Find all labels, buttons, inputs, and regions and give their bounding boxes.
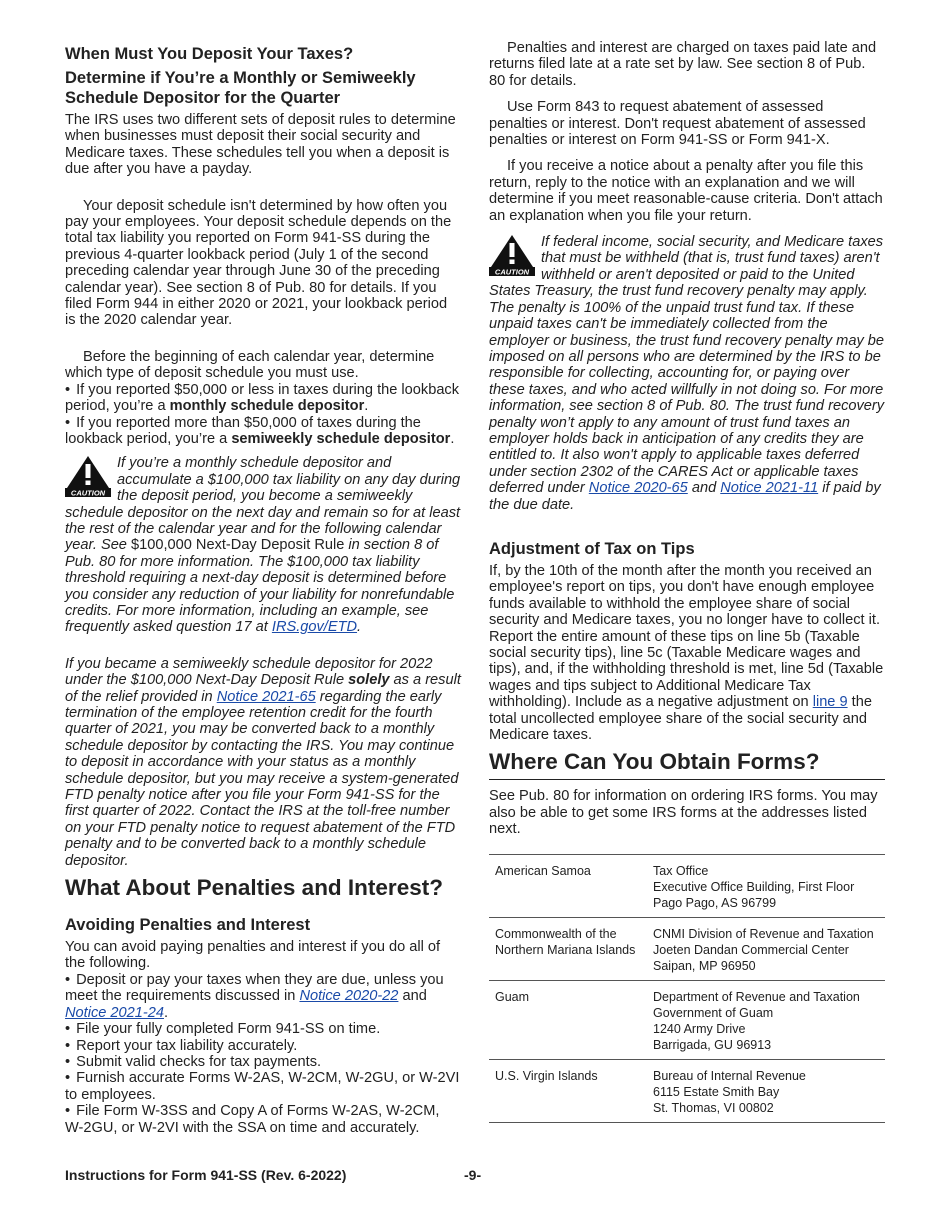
heading-determine-depositor: Determine if You’re a Monthly or Semiweekly Schedule Depositor for the Quarter xyxy=(65,69,416,107)
heading-penalties-interest: What About Penalties and Interest? xyxy=(65,875,443,901)
link-notice-2021-11[interactable]: Notice 2021-11 xyxy=(720,480,819,497)
paragraph-deposit-rules: The IRS uses two different sets of deposit rules to determine when businesses must deposit their social security and Medicare taxes. These schedules tell you when a deposit is due after you have a payday. xyxy=(65,112,456,178)
address-line: Barrigada, GU 96913 xyxy=(653,1037,772,1052)
address-line: Bureau of Internal Revenue xyxy=(653,1068,806,1083)
location-cell: Guam xyxy=(489,980,647,1059)
heading-avoiding-penalties: Avoiding Penalties and Interest xyxy=(65,916,311,935)
address-line: Saipan, MP 96950 xyxy=(653,958,756,973)
location-cell: Commonwealth of the Northern Mariana Islands xyxy=(489,917,647,980)
heading-tips: Adjustment of Tax on Tips xyxy=(489,539,695,558)
list-item: • Submit valid checks for tax payments. xyxy=(65,1054,461,1070)
link-line-9[interactable]: line 9 xyxy=(812,694,848,711)
address-line: Executive Office Building, First Floor xyxy=(653,879,855,894)
table-row xyxy=(489,854,885,917)
paragraph-semiweekly-relief: If you became a semiweekly schedule depositor for 2022 under the $100,000 Next-Day Deposit Rule solely as a result of the relief provided in Notice 2021-65 regarding the early termination of the employee retention credit for the fourth quarter of 2021, you may be converted back to a monthly schedule depositor by contacting the IRS. You may continue to deposit in accordance with your status as a monthly schedule depositor, but you may receive a system-generated FTD penalty notice after you file your Form 941-SS for the first quarter of 2022. Contact the IRS at the toll-free number on your FTD penalty notice to request abatement of the FTD penalty and to be converted back to a monthly schedule depositor. xyxy=(65,655,461,869)
address-line: 6115 Estate Smith Bay xyxy=(653,1084,780,1099)
list-item: • File your fully completed Form 941-SS on time. xyxy=(65,1021,461,1037)
list-item: • Report your tax liability accurately. xyxy=(65,1038,461,1054)
paragraph-tips: If, by the 10th of the month after the month you received an employee's report on tips, you don't have enough employee funds available to withhold the employee share of social security and Medicare taxes, you no longer have to collect it. Report the entire amount of these tips on line 5b (Taxable social security tips), line 5c (Taxable Medicare wages and tips), and, if the withholding threshold is met, line 5d (Taxable wages and tips subject to Additional Medicare Tax withholding). Include as a negative adjustment on line 9 the total uncollected employee share of the social security and Medicare taxes. xyxy=(489,562,884,744)
caution-monthly-depositor: CAUTION If you’re a monthly schedule depositor and accumulate a $100,000 tax liability on any day during the deposit period, you become a semiweekly schedule depositor on the next day and remain so for at least the rest of the calendar year and for the following calendar year. See $100,000 Next-Day Deposit Rule in section 8 of Pub. 80 for more information. The $100,000 tax liability threshold requiring a next-day deposit is determined before you consider any reduction of your liability for nonrefundable credits. For more information, including an example, see frequently asked question 17 at IRS.gov/ETD. xyxy=(65,455,461,636)
list-item: • Deposit or pay your taxes when they are due, unless you meet the requirements discussed in Notice 2020-22 and Notice 2021-24. xyxy=(65,972,461,1021)
bullet-semiweekly: • If you reported more than $50,000 of taxes during the lookback period, you’re a semiweekly schedule depositor. xyxy=(65,415,461,448)
list-item: • Furnish accurate Forms W-2AS, W-2CM, W-2GU, or W-2VI to employees. xyxy=(65,1070,461,1103)
table-row xyxy=(489,1059,885,1122)
link-notice-2020-22[interactable]: Notice 2020-22 xyxy=(299,988,399,1005)
paragraph-form-843: Use Form 843 to request abatement of assessed penalties or interest. Don't request abatement of assessed penalties or interest on Form 941-SS or Form 941-X. xyxy=(489,99,866,149)
address-cell xyxy=(647,854,885,917)
address-line: Tax Office xyxy=(653,863,709,878)
link-notice-2020-65[interactable]: Notice 2020-65 xyxy=(588,480,688,497)
link-irs-etd[interactable]: IRS.gov/ETD xyxy=(271,619,358,636)
heading-obtain-forms: Where Can You Obtain Forms? xyxy=(489,749,885,780)
forms-address-table xyxy=(489,854,885,1123)
paragraph-deposit-schedule: Your deposit schedule isn't determined by how often you pay your employees. Your deposit schedule depends on the total tax liability you reported on Form 941-SS during the previous 4-quarter lookback period (July 1 of the second preceding calendar year through June 30 of the preceding calendar year). See section 8 of Pub. 80 for details. If you filed Form 944 in either 2020 or 2021, your lookback period is the 2020 calendar year. xyxy=(65,197,452,329)
caution-label: CAUTION xyxy=(494,267,530,277)
paragraph-penalties-charged: Penalties and interest are charged on taxes paid late and returns filed late at a rate set by law. See section 8 of Pub. 80 for details. xyxy=(489,40,877,89)
paragraph-ordering-forms: See Pub. 80 for information on ordering IRS forms. You may also be able to get some IRS forms at the addresses listed next. xyxy=(489,788,878,838)
heading-when-deposit: When Must You Deposit Your Taxes? xyxy=(65,45,354,63)
footer-form-title: Instructions for Form 941-SS (Rev. 6-2022) xyxy=(65,1167,347,1183)
list-item: • File Form W-3SS and Copy A of Forms W-2AS, W-2CM, W-2GU, or W-2VI with the SSA on time and accurately. xyxy=(65,1103,461,1136)
location-cell: U.S. Virgin Islands xyxy=(489,1059,647,1122)
table-row xyxy=(489,980,885,1059)
paragraph-penalty-notice: If you receive a notice about a penalty after you file this return, reply to the notice with an explanation and we will determine if you meet reasonable-cause criteria. Don't attach an explanation when you file your return. xyxy=(489,158,883,224)
paragraph-before-year: Before the beginning of each calendar year, determine which type of deposit schedule you must use. xyxy=(65,348,435,382)
address-cell xyxy=(647,980,885,1059)
caution-trust-fund: CAUTION If federal income, social security, and Medicare taxes that must be withheld (that is, trust fund taxes) aren't withheld or aren't deposited or paid to the United States Treasury, the trust fund recovery penalty may apply. The penalty is 100% of the unpaid trust fund tax. If these unpaid taxes can't be immediately collected from the employer or business, the trust fund recovery penalty may be imposed on all persons who are determined by the IRS to be responsible for collecting, accounting for, or paying over these taxes, and who acted willfully in not doing so. For more information, see section 8 of Pub. 80. The trust fund recovery penalty won’t apply to any amount of trust fund taxes an employer holds back in anticipation of any credits they are entitled to. It also won't apply to applicable taxes deferred under section 2302 of the CARES Act or applicable taxes deferred under Notice 2020-65 and Notice 2021-11 if paid by the due date. xyxy=(489,234,885,513)
paragraph-avoid-paying: You can avoid paying penalties and interest if you do all of the following. xyxy=(65,939,441,972)
caution-label: CAUTION xyxy=(70,488,106,498)
address-line: Department of Revenue and Taxation xyxy=(653,989,860,1004)
left-column xyxy=(65,40,461,1136)
address-line: Government of Guam xyxy=(653,1005,774,1020)
caution-icon xyxy=(489,234,535,276)
footer-page-number: -9- xyxy=(464,1167,482,1183)
address-line: 1240 Army Drive xyxy=(653,1021,746,1036)
address-line: CNMI Division of Revenue and Taxation xyxy=(653,926,874,941)
address-line: Pago Pago, AS 96799 xyxy=(653,895,777,910)
link-notice-2021-65[interactable]: Notice 2021-65 xyxy=(216,688,316,705)
caution-icon xyxy=(65,455,111,497)
address-cell xyxy=(647,917,885,980)
link-notice-2021-24[interactable]: Notice 2021-24 xyxy=(65,1004,164,1021)
address-cell xyxy=(647,1059,885,1122)
address-line: St. Thomas, VI 00802 xyxy=(653,1100,774,1115)
address-line: Joeten Dandan Commercial Center xyxy=(653,942,849,957)
location-cell: American Samoa xyxy=(489,854,647,917)
bullet-monthly: • If you reported $50,000 or less in taxes during the lookback period, you’re a monthly schedule depositor. xyxy=(65,382,461,415)
table-row xyxy=(489,917,885,980)
right-column xyxy=(489,40,885,1123)
